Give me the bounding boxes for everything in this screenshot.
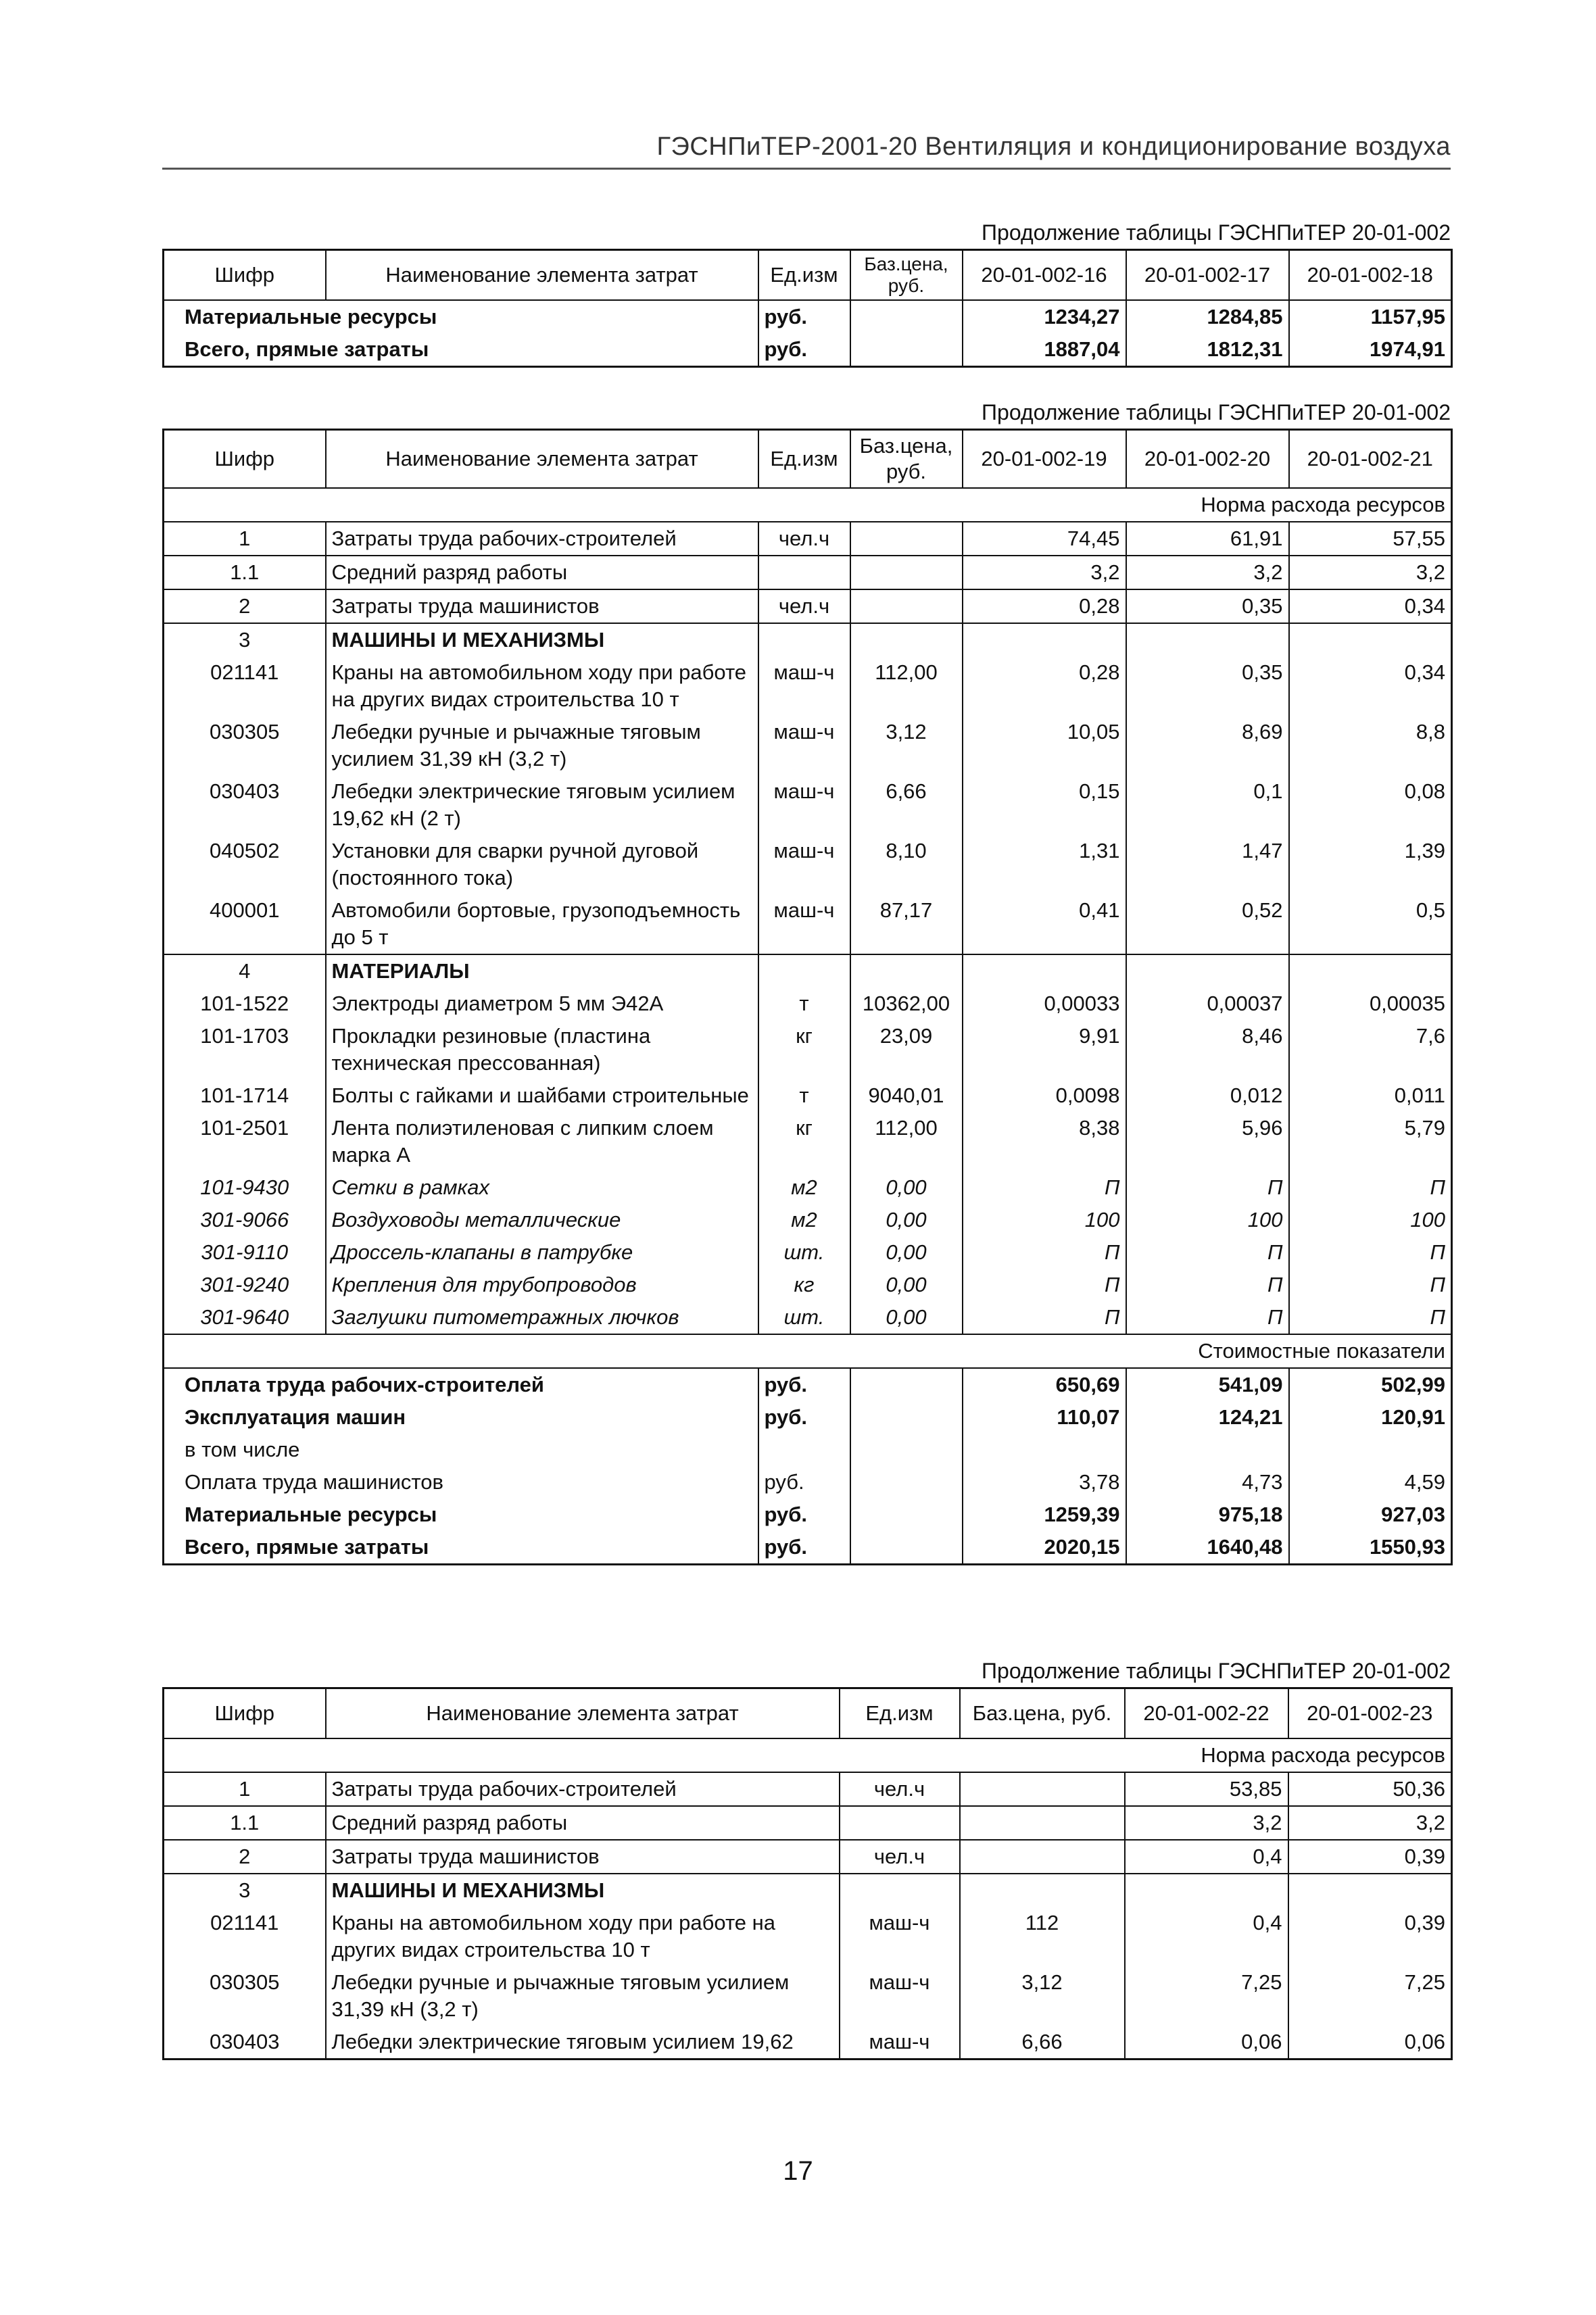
row-name: Оплата труда рабочих-строителей	[164, 1368, 758, 1401]
col-code-18: 20-01-002-18	[1289, 250, 1452, 301]
row-price: 3,12	[850, 716, 963, 775]
row-unit	[758, 556, 850, 589]
table-row	[164, 1020, 1452, 1079]
row-price	[960, 1874, 1125, 1907]
row-name: Воздуховоды металлические	[326, 1204, 758, 1236]
table3	[162, 1687, 1453, 2060]
table-row	[164, 1434, 1452, 1466]
row-name: Лебедки электрические тяговым усилием 19,62	[326, 2026, 840, 2060]
row-value: 0,012	[1126, 1079, 1289, 1112]
table-row	[164, 1171, 1452, 1204]
row-unit: маш-ч	[840, 1966, 960, 2026]
col-code-19: 20-01-002-19	[963, 430, 1126, 489]
row-unit: м2	[758, 1204, 850, 1236]
row-value: 0,1	[1126, 775, 1289, 835]
row-value: 975,18	[1126, 1498, 1289, 1531]
table1-caption: Продолжение таблицы ГЭСНПиТЕР 20-01-002	[982, 220, 1451, 245]
row-value: 1259,39	[963, 1498, 1126, 1531]
row-value: 3,2	[1289, 556, 1452, 589]
row-name: Краны на автомобильном ходу при работе на других видах строительства 10 т	[326, 1907, 840, 1966]
row-value	[963, 623, 1126, 656]
row-unit: чел.ч	[840, 1840, 960, 1874]
row-price	[850, 1498, 963, 1531]
row-name: Затраты труда машинистов	[326, 1840, 840, 1874]
row-name: Эксплуатация машин	[164, 1401, 758, 1434]
row-value: П	[1126, 1236, 1289, 1269]
row-code: 400001	[164, 894, 326, 954]
row-name: Всего, прямые затраты	[164, 333, 758, 367]
row-code: 4	[164, 954, 326, 988]
row-name: Всего, прямые затраты	[164, 1531, 758, 1565]
row-price	[960, 1772, 1125, 1806]
row-value: П	[1289, 1171, 1452, 1204]
row-code: 101-1522	[164, 988, 326, 1020]
col-unit: Ед.изм	[758, 250, 850, 301]
row-price: 87,17	[850, 894, 963, 954]
row-price: 0,00	[850, 1269, 963, 1301]
row-unit	[758, 623, 850, 656]
col-name: Наименование элемента затрат	[326, 250, 758, 301]
row-price	[850, 1368, 963, 1401]
row-value: 0,35	[1126, 589, 1289, 623]
row-unit: кг	[758, 1269, 850, 1301]
row-value	[963, 1434, 1126, 1466]
row-value: 0,28	[963, 589, 1126, 623]
row-price: 8,10	[850, 835, 963, 894]
row-value: 541,09	[1126, 1368, 1289, 1401]
row-name: Сетки в рамках	[326, 1171, 758, 1204]
row-value: 0,4	[1125, 1907, 1288, 1966]
row-unit: руб.	[758, 333, 850, 367]
row-value: 50,36	[1288, 1772, 1452, 1806]
table2-caption: Продолжение таблицы ГЭСНПиТЕР 20-01-002	[982, 400, 1451, 424]
row-unit	[840, 1806, 960, 1840]
row-value: П	[963, 1269, 1126, 1301]
row-value: 0,39	[1288, 1907, 1452, 1966]
row-value: 8,69	[1126, 716, 1289, 775]
row-unit: кг	[758, 1112, 850, 1171]
row-code: 3	[164, 623, 326, 656]
row-value: 0,4	[1125, 1840, 1288, 1874]
row-unit: кг	[758, 1020, 850, 1079]
col-code-16: 20-01-002-16	[963, 250, 1126, 301]
row-unit: руб.	[758, 1368, 850, 1401]
col-code: Шифр	[164, 1688, 326, 1738]
row-name: Лебедки ручные и рычажные тяговым усилием 31,39 кН (3,2 т)	[326, 1966, 840, 2026]
row-name: Материальные ресурсы	[164, 1498, 758, 1531]
row-value: 120,91	[1289, 1401, 1452, 1434]
row-price: 23,09	[850, 1020, 963, 1079]
table-row	[164, 894, 1452, 954]
row-code: 301-9066	[164, 1204, 326, 1236]
row-value: 0,35	[1126, 656, 1289, 716]
row-name: Затраты труда машинистов	[326, 589, 758, 623]
row-name: Крепления для трубопроводов	[326, 1269, 758, 1301]
table-row	[164, 1806, 1452, 1840]
col-code-23: 20-01-002-23	[1288, 1688, 1452, 1738]
row-unit: маш-ч	[758, 894, 850, 954]
row-code: 301-9240	[164, 1269, 326, 1301]
row-value: 1974,91	[1289, 333, 1452, 367]
row-price	[850, 1401, 963, 1434]
row-code: 021141	[164, 1907, 326, 1966]
row-unit: маш-ч	[758, 716, 850, 775]
row-unit: маш-ч	[840, 1907, 960, 1966]
header-rule	[162, 168, 1451, 170]
row-value: 1640,48	[1126, 1531, 1289, 1565]
row-value: П	[1289, 1236, 1452, 1269]
row-name: Лента полиэтиленовая с липким слоем марка А	[326, 1112, 758, 1171]
table-row	[164, 333, 1452, 367]
table-row	[164, 2026, 1452, 2060]
row-code: 3	[164, 1874, 326, 1907]
row-value: 1550,93	[1289, 1531, 1452, 1565]
table-row	[164, 1112, 1452, 1171]
row-unit: руб.	[758, 1401, 850, 1434]
row-value: 0,41	[963, 894, 1126, 954]
row-price: 0,00	[850, 1171, 963, 1204]
row-value: 110,07	[963, 1401, 1126, 1434]
row-name: Материальные ресурсы	[164, 300, 758, 333]
table-row	[164, 300, 1452, 333]
row-name: Заглушки питометражных лючков	[326, 1301, 758, 1334]
col-unit: Ед.изм	[840, 1688, 960, 1738]
row-value: 1,47	[1126, 835, 1289, 894]
row-unit: т	[758, 1079, 850, 1112]
row-value: 3,2	[1125, 1806, 1288, 1840]
row-value: 0,011	[1289, 1079, 1452, 1112]
row-code: 030305	[164, 1966, 326, 2026]
row-value: 1812,31	[1126, 333, 1289, 367]
row-code: 040502	[164, 835, 326, 894]
col-code-20: 20-01-002-20	[1126, 430, 1289, 489]
table-row	[164, 988, 1452, 1020]
col-code-17: 20-01-002-17	[1126, 250, 1289, 301]
norm-label: Норма расхода ресурсов	[164, 488, 1452, 522]
col-code-22: 20-01-002-22	[1125, 1688, 1288, 1738]
table-row	[164, 1498, 1452, 1531]
row-name: Лебедки электрические тяговым усилием 19,62 кН (2 т)	[326, 775, 758, 835]
table-row	[164, 656, 1452, 716]
row-price: 112,00	[850, 656, 963, 716]
row-code: 1	[164, 1772, 326, 1806]
row-code: 101-2501	[164, 1112, 326, 1171]
col-base-price: Баз.цена, руб.	[960, 1688, 1125, 1738]
table-row	[164, 1269, 1452, 1301]
table3-body	[164, 1772, 1452, 2060]
running-header: ГЭСНПиТЕР-2001-20 Вентиляция и кондиционирование воздуха	[656, 132, 1451, 161]
row-name: Средний разряд работы	[326, 1806, 840, 1840]
row-code: 2	[164, 589, 326, 623]
table-row	[164, 589, 1452, 623]
row-price: 3,12	[960, 1966, 1125, 2026]
row-unit	[758, 954, 850, 988]
row-value: П	[1126, 1269, 1289, 1301]
row-value: 0,34	[1289, 589, 1452, 623]
row-value: 100	[963, 1204, 1126, 1236]
row-name: МАШИНЫ И МЕХАНИЗМЫ	[326, 623, 758, 656]
row-price	[850, 1434, 963, 1466]
row-value: 8,46	[1126, 1020, 1289, 1079]
row-unit: шт.	[758, 1301, 850, 1334]
row-value: П	[963, 1171, 1126, 1204]
table-row	[164, 1301, 1452, 1334]
table-row	[164, 1907, 1452, 1966]
row-value: 7,25	[1288, 1966, 1452, 2026]
row-value: 0,08	[1289, 775, 1452, 835]
row-price: 10362,00	[850, 988, 963, 1020]
row-price	[850, 589, 963, 623]
row-unit: руб.	[758, 1498, 850, 1531]
row-value: П	[963, 1236, 1126, 1269]
row-price: 0,00	[850, 1204, 963, 1236]
row-price: 6,66	[960, 2026, 1125, 2060]
row-name: Установки для сварки ручной дуговой (постоянного тока)	[326, 835, 758, 894]
row-value: 8,8	[1289, 716, 1452, 775]
row-price: 112,00	[850, 1112, 963, 1171]
row-name: Прокладки резиновые (пластина техническая прессованная)	[326, 1020, 758, 1079]
row-value: 0,00035	[1289, 988, 1452, 1020]
row-value	[1289, 623, 1452, 656]
row-code: 301-9110	[164, 1236, 326, 1269]
table-row	[164, 954, 1452, 988]
col-code-21: 20-01-002-21	[1289, 430, 1452, 489]
row-value	[963, 954, 1126, 988]
row-value: 502,99	[1289, 1368, 1452, 1401]
col-base-price: Баз.цена, руб.	[850, 430, 963, 489]
row-code: 301-9640	[164, 1301, 326, 1334]
row-value: 0,15	[963, 775, 1126, 835]
table-row	[164, 835, 1452, 894]
row-code: 030403	[164, 775, 326, 835]
table-row	[164, 1772, 1452, 1806]
col-unit: Ед.изм	[758, 430, 850, 489]
row-value: 0,5	[1289, 894, 1452, 954]
row-value: 53,85	[1125, 1772, 1288, 1806]
row-unit	[758, 1434, 850, 1466]
table-row	[164, 716, 1452, 775]
row-value: 4,73	[1126, 1466, 1289, 1498]
row-unit: чел.ч	[758, 522, 850, 556]
table-row	[164, 1368, 1452, 1401]
row-value	[1289, 954, 1452, 988]
row-unit: м2	[758, 1171, 850, 1204]
row-unit	[840, 1874, 960, 1907]
row-value: П	[963, 1301, 1126, 1334]
row-unit: шт.	[758, 1236, 850, 1269]
row-value: 1157,95	[1289, 300, 1452, 333]
row-code: 101-9430	[164, 1171, 326, 1204]
table-row	[164, 556, 1452, 589]
row-unit: маш-ч	[758, 775, 850, 835]
table3-caption: Продолжение таблицы ГЭСНПиТЕР 20-01-002	[982, 1659, 1451, 1683]
row-value: П	[1126, 1171, 1289, 1204]
row-name: Затраты труда рабочих-строителей	[326, 522, 758, 556]
row-value: 0,34	[1289, 656, 1452, 716]
table-row	[164, 1531, 1452, 1565]
row-price: 9040,01	[850, 1079, 963, 1112]
table-row	[164, 522, 1452, 556]
table-row	[164, 1840, 1452, 1874]
col-name: Наименование элемента затрат	[326, 430, 758, 489]
row-value: 0,00033	[963, 988, 1126, 1020]
row-value	[1126, 623, 1289, 656]
row-price	[960, 1840, 1125, 1874]
row-value	[1289, 1434, 1452, 1466]
row-unit: руб.	[758, 300, 850, 333]
row-value: 3,2	[963, 556, 1126, 589]
row-name: Болты с гайками и шайбами строительные	[326, 1079, 758, 1112]
row-value: 0,52	[1126, 894, 1289, 954]
row-price	[850, 522, 963, 556]
row-value: 1,31	[963, 835, 1126, 894]
row-unit: маш-ч	[840, 2026, 960, 2060]
table-row	[164, 1079, 1452, 1112]
row-value	[1126, 1434, 1289, 1466]
row-value: 3,2	[1126, 556, 1289, 589]
row-name: МАШИНЫ И МЕХАНИЗМЫ	[326, 1874, 840, 1907]
row-value: 124,21	[1126, 1401, 1289, 1434]
table-row	[164, 623, 1452, 656]
row-value: 4,59	[1289, 1466, 1452, 1498]
table-row	[164, 1874, 1452, 1907]
row-unit: руб.	[758, 1531, 850, 1565]
row-value: 0,0098	[963, 1079, 1126, 1112]
row-price	[850, 1466, 963, 1498]
row-price	[850, 954, 963, 988]
row-name: Автомобили бортовые, грузоподъемность до 5 т	[326, 894, 758, 954]
table2	[162, 429, 1453, 1565]
row-price	[850, 623, 963, 656]
row-price	[850, 556, 963, 589]
row-value: 100	[1126, 1204, 1289, 1236]
col-base-price: Баз.цена, руб.	[850, 250, 963, 301]
row-code: 101-1714	[164, 1079, 326, 1112]
row-value: 0,00037	[1126, 988, 1289, 1020]
row-code: 1	[164, 522, 326, 556]
row-name: Лебедки ручные и рычажные тяговым усилием 31,39 кН (3,2 т)	[326, 716, 758, 775]
col-code: Шифр	[164, 250, 326, 301]
table-row	[164, 775, 1452, 835]
row-code: 021141	[164, 656, 326, 716]
row-price: 0,00	[850, 1301, 963, 1334]
table-row	[164, 1401, 1452, 1434]
row-name: Оплата труда машинистов	[164, 1466, 758, 1498]
row-value: 0,06	[1288, 2026, 1452, 2060]
row-value: 0,28	[963, 656, 1126, 716]
row-code: 1.1	[164, 1806, 326, 1840]
table-row	[164, 1966, 1452, 2026]
row-value: 7,6	[1289, 1020, 1452, 1079]
row-value: 927,03	[1289, 1498, 1452, 1531]
row-value: 61,91	[1126, 522, 1289, 556]
row-name: Электроды диаметром 5 мм Э42А	[326, 988, 758, 1020]
row-unit: маш-ч	[758, 835, 850, 894]
row-value: 57,55	[1289, 522, 1452, 556]
row-name: Затраты труда рабочих-строителей	[326, 1772, 840, 1806]
norm-label: Норма расхода ресурсов	[164, 1738, 1452, 1772]
table-row	[164, 1204, 1452, 1236]
row-value: 2020,15	[963, 1531, 1126, 1565]
row-value: 74,45	[963, 522, 1126, 556]
col-name: Наименование элемента затрат	[326, 1688, 840, 1738]
row-value: 1,39	[1289, 835, 1452, 894]
page-number: 17	[783, 2156, 813, 2186]
row-value: 3,78	[963, 1466, 1126, 1498]
row-code: 101-1703	[164, 1020, 326, 1079]
row-value: 100	[1289, 1204, 1452, 1236]
row-value: П	[1126, 1301, 1289, 1334]
row-unit: маш-ч	[758, 656, 850, 716]
row-price: 112	[960, 1907, 1125, 1966]
table2-cost-body	[164, 1368, 1452, 1565]
row-value: 9,91	[963, 1020, 1126, 1079]
row-unit: чел.ч	[758, 589, 850, 623]
row-price: 0,00	[850, 1236, 963, 1269]
row-value: 10,05	[963, 716, 1126, 775]
row-code: 1.1	[164, 556, 326, 589]
row-value: 8,38	[963, 1112, 1126, 1171]
row-price	[960, 1806, 1125, 1840]
row-unit: т	[758, 988, 850, 1020]
row-price	[850, 300, 963, 333]
row-value: 0,39	[1288, 1840, 1452, 1874]
row-price	[850, 1531, 963, 1565]
row-code: 030403	[164, 2026, 326, 2060]
row-value	[1288, 1874, 1452, 1907]
cost-label: Стоимостные показатели	[164, 1334, 1452, 1368]
row-code: 2	[164, 1840, 326, 1874]
row-name: Средний разряд работы	[326, 556, 758, 589]
row-price	[850, 333, 963, 367]
table1	[162, 249, 1453, 368]
table-row	[164, 1466, 1452, 1498]
row-value: 7,25	[1125, 1966, 1288, 2026]
row-value: 5,96	[1126, 1112, 1289, 1171]
row-value: 650,69	[963, 1368, 1126, 1401]
row-value: 5,79	[1289, 1112, 1452, 1171]
row-value: П	[1289, 1301, 1452, 1334]
row-name: Краны на автомобильном ходу при работе на других видах строительства 10 т	[326, 656, 758, 716]
row-name: Дроссель-клапаны в патрубке	[326, 1236, 758, 1269]
table2-body	[164, 522, 1452, 1334]
row-value: 1887,04	[963, 333, 1126, 367]
row-value	[1126, 954, 1289, 988]
row-price: 6,66	[850, 775, 963, 835]
row-unit: чел.ч	[840, 1772, 960, 1806]
row-value: 1234,27	[963, 300, 1126, 333]
table-row	[164, 1236, 1452, 1269]
row-code: 030305	[164, 716, 326, 775]
row-name: МАТЕРИАЛЫ	[326, 954, 758, 988]
row-value: 3,2	[1288, 1806, 1452, 1840]
row-unit: руб.	[758, 1466, 850, 1498]
row-value: П	[1289, 1269, 1452, 1301]
row-value: 0,06	[1125, 2026, 1288, 2060]
col-code: Шифр	[164, 430, 326, 489]
row-name: в том числе	[164, 1434, 758, 1466]
row-value	[1125, 1874, 1288, 1907]
row-value: 1284,85	[1126, 300, 1289, 333]
